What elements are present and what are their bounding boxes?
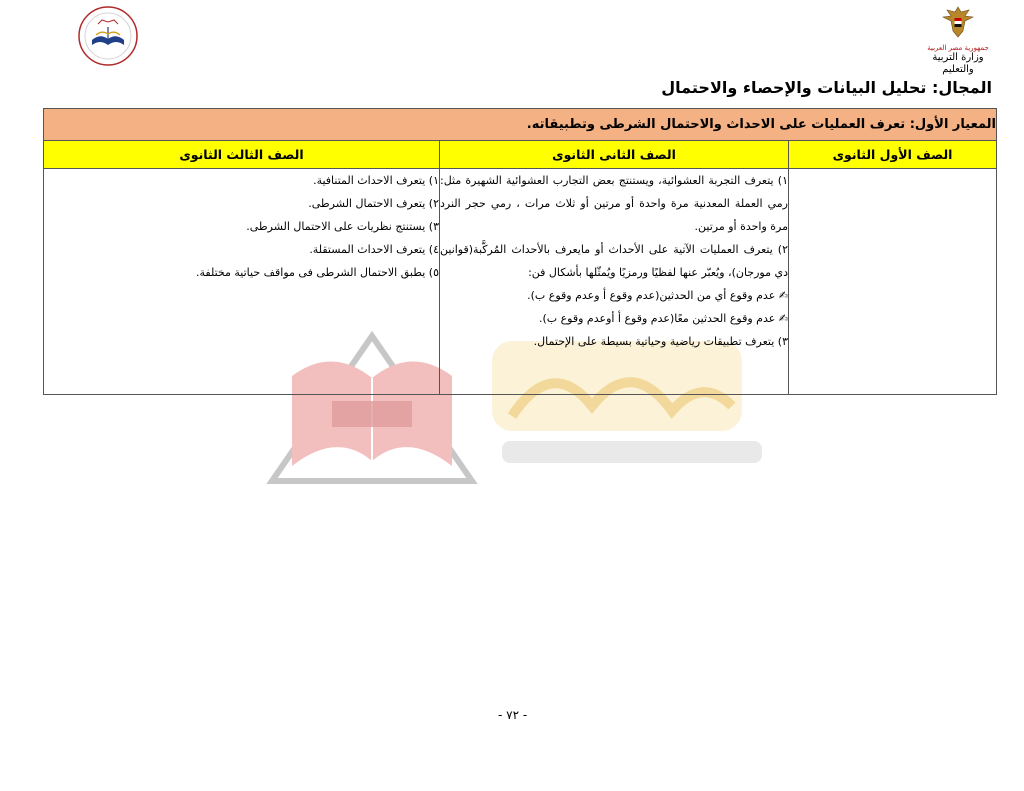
grade-third-header: الصف الثالث الثانوى [44,141,440,169]
grade-header-row [44,141,997,169]
ministry-caption-bottom: وزارة التربية والتعليم [932,52,984,75]
third-grade-item: ٥) يطبق الاحتمال الشرطى فى مواقف حياتية مختلفة. [196,266,439,279]
second-grade-item: ٢) يتعرف العمليات الآتية على الأحداث أو مايعرف بالأحداث المُركَّبة(قوانين دي مورجان)، ويُعبّر عنها لفظيًا ورمزيًا ويُمثّلها بأشكال فن: [440,243,788,279]
ministry-logo [926,4,990,75]
book-emblem-icon [75,4,141,68]
second-grade-item: ١) يتعرف التجربة العشوائية، ويستنتج بعض التجارب العشوائية الشهيرة مثل: رمي العملة المعدنية مرة واحدة أو مرتين أو ثلاث مرات ، رمي حجر النرد مرة واحدة أو مرتين. [440,174,788,233]
third-grade-item: ٢) يتعرف الاحتمال الشرطى. [308,197,439,210]
standards-table [43,108,997,395]
domain-title: المجال: تحليل البيانات والإحصاء والاحتمال [661,78,992,97]
grade-first-header: الصف الأول الثانوى [789,141,997,169]
content-row [44,169,997,395]
center-logo [75,4,141,68]
second-grade-item: ✍ عدم وقوع الحدثين معًا(عدم وقوع ﺃ أوعدم وقوع ب). [538,312,788,325]
grade-second-header: الصف الثانى الثانوى [440,141,789,169]
third-grade-item: ٤) يتعرف الاحداث المستقلة. [309,243,439,256]
ministry-caption-top: جمهورية مصر العربية [927,44,989,52]
second-grade-item: ✍ عدم وقوع أي من الحدثين(عدم وقوع ﺃ وعدم وقوع ب). [527,289,788,302]
third-grade-item: ٣) يستنتج نظريات على الاحتمال الشرطى. [246,220,439,233]
second-grade-item: ٣) يتعرف تطبيقات رياضية وحياتية بسيطة على الإحتمال. [533,335,788,348]
standard-text: المعيار الأول: تعرف العمليات على الاحداث والاحتمال الشرطى وتطبيقاته. [44,109,997,141]
standard-row [44,109,997,141]
eagle-emblem-icon [940,4,976,40]
second-grade-cell [440,169,789,395]
third-grade-cell [44,169,440,395]
page-number: - ٧٢ - [498,708,528,722]
third-grade-item: ١) يتعرف الاحداث المتنافية. [313,174,439,187]
first-grade-cell [789,169,997,395]
